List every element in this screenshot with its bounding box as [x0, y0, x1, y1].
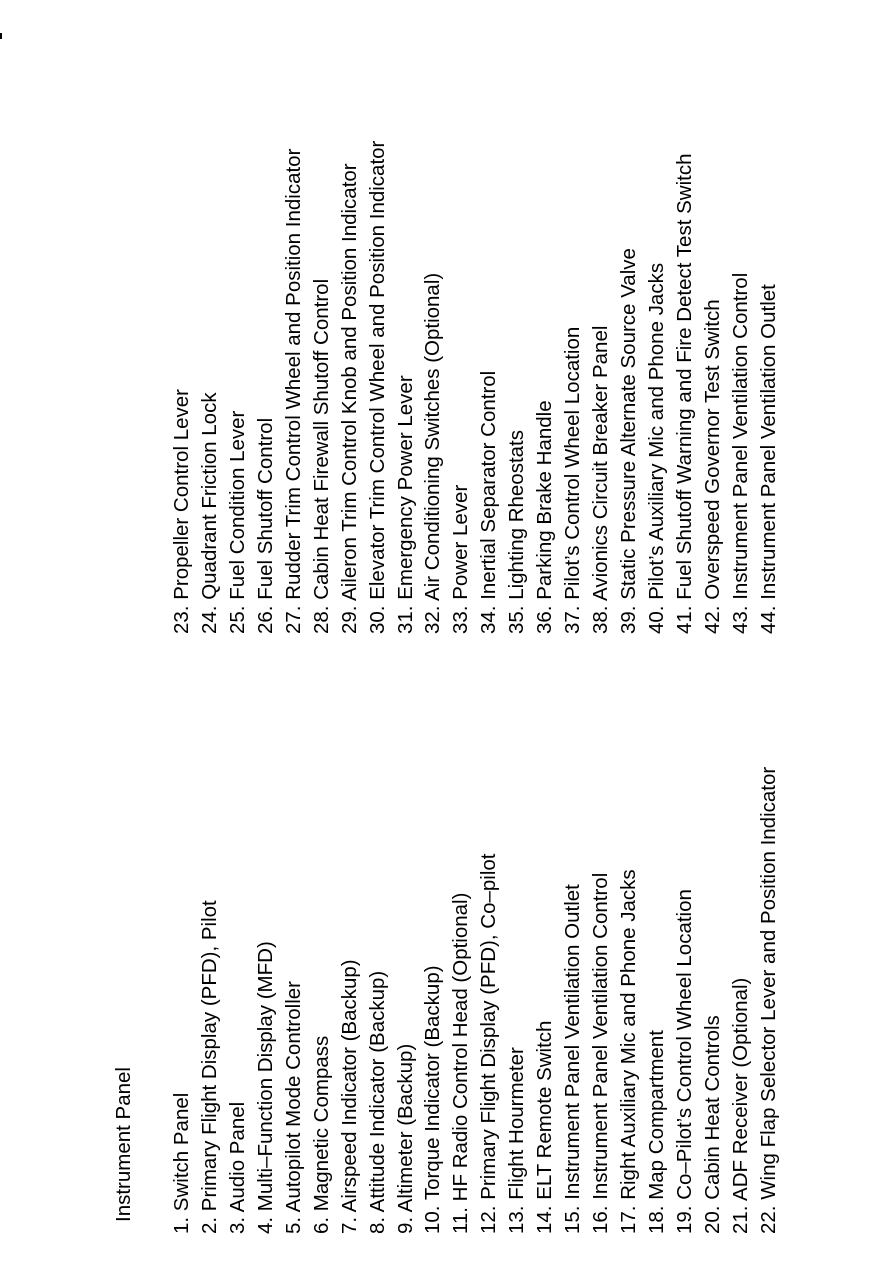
legend-item: 19. Co–Pilot’s Control Wheel Location — [672, 889, 696, 1234]
legend-item: 33. Power Lever — [449, 484, 473, 634]
legend-list-right — [168, 0, 783, 634]
legend-item: 21. ADF Receiver (Optional) — [728, 977, 752, 1234]
legend-item: 42. Overspeed Governor Test Switch — [700, 299, 724, 634]
legend-item: 6. Magnetic Compass — [309, 1035, 333, 1234]
legend-item: 39. Static Pressure Alternate Source Valve — [617, 248, 640, 634]
legend-item: 13. Flight Hourmeter — [505, 1047, 529, 1234]
legend-item: 1. Switch Panel — [170, 1092, 193, 1234]
legend-item: 3. Audio Panel — [225, 1101, 249, 1234]
legend-item: 32. Air Conditioning Switches (Optional) — [421, 272, 445, 634]
legend-item: 5. Autopilot Mode Controller — [281, 981, 305, 1234]
legend-item: 14. ELT Remote Switch — [533, 1020, 557, 1234]
legend-item: 2. Primary Flight Display (PFD), Pilot — [197, 900, 221, 1234]
legend-item: 36. Parking Brake Handle — [533, 400, 557, 634]
legend-item: 17. Right Auxiliary Mic and Phone Jacks — [617, 869, 640, 1234]
legend-item: 34. Inertial Separator Control — [477, 370, 501, 634]
legend-item: 31. Emergency Power Lever — [393, 375, 417, 634]
legend-item: 7. Airspeed Indicator (Backup) — [337, 959, 361, 1234]
legend-item: 10. Torque Indicator (Backup) — [421, 965, 445, 1234]
legend-item: 27. Rudder Trim Control Wheel and Position Indicator — [281, 148, 305, 634]
legend-item: 29. Aileron Trim Control Knob and Position Indicator — [337, 163, 361, 634]
legend-item: 16. Instrument Panel Ventilation Control — [589, 872, 613, 1234]
legend-item: 12. Primary Flight Display (PFD), Co–pilot — [477, 853, 501, 1234]
legend-item: 41. Fuel Shutoff Warning and Fire Detect Test Switch — [672, 153, 696, 634]
legend-item: 24. Quadrant Friction Lock — [197, 392, 221, 634]
legend-item: 18. Map Compartment — [644, 1030, 668, 1234]
legend-item: 40. Pilot’s Auxiliary Mic and Phone Jacks — [644, 262, 668, 634]
legend-item: 30. Elevator Trim Control Wheel and Position Indicator — [365, 140, 389, 634]
legend-item: 44. Instrument Panel Ventilation Outlet — [756, 284, 780, 634]
legend-item: 20. Cabin Heat Controls — [700, 1015, 724, 1234]
legend-item: 25. Fuel Condition Lever — [225, 410, 249, 634]
legend-item: 28. Cabin Heat Firewall Shutoff Control — [309, 278, 333, 634]
legend-list-left — [168, 674, 783, 1234]
legend-item: 38. Avionics Circuit Breaker Panel — [589, 325, 613, 634]
page-title: Instrument Panel — [112, 1067, 135, 1222]
legend-item: 4. Multi–Function Display (MFD) — [253, 941, 277, 1234]
legend-item: 9. Altimeter (Backup) — [393, 1043, 417, 1234]
legend-item: 23. Propeller Control Lever — [170, 389, 193, 634]
legend-item: 15. Instrument Panel Ventilation Outlet — [561, 884, 585, 1234]
legend-item: 8. Attitude Indicator (Backup) — [365, 970, 389, 1234]
legend-item: 43. Instrument Panel Ventilation Control — [728, 272, 752, 634]
legend-item: 22. Wing Flap Selector Lever and Position Indicator — [756, 766, 780, 1234]
legend-item: 26. Fuel Shutoff Control — [253, 417, 277, 634]
legend-item: 35. Lighting Rheostats — [505, 430, 529, 634]
legend-item: 37. Pilot’s Control Wheel Location — [561, 326, 585, 634]
legend-item: 11. HF Radio Control Head (Optional) — [449, 892, 473, 1234]
